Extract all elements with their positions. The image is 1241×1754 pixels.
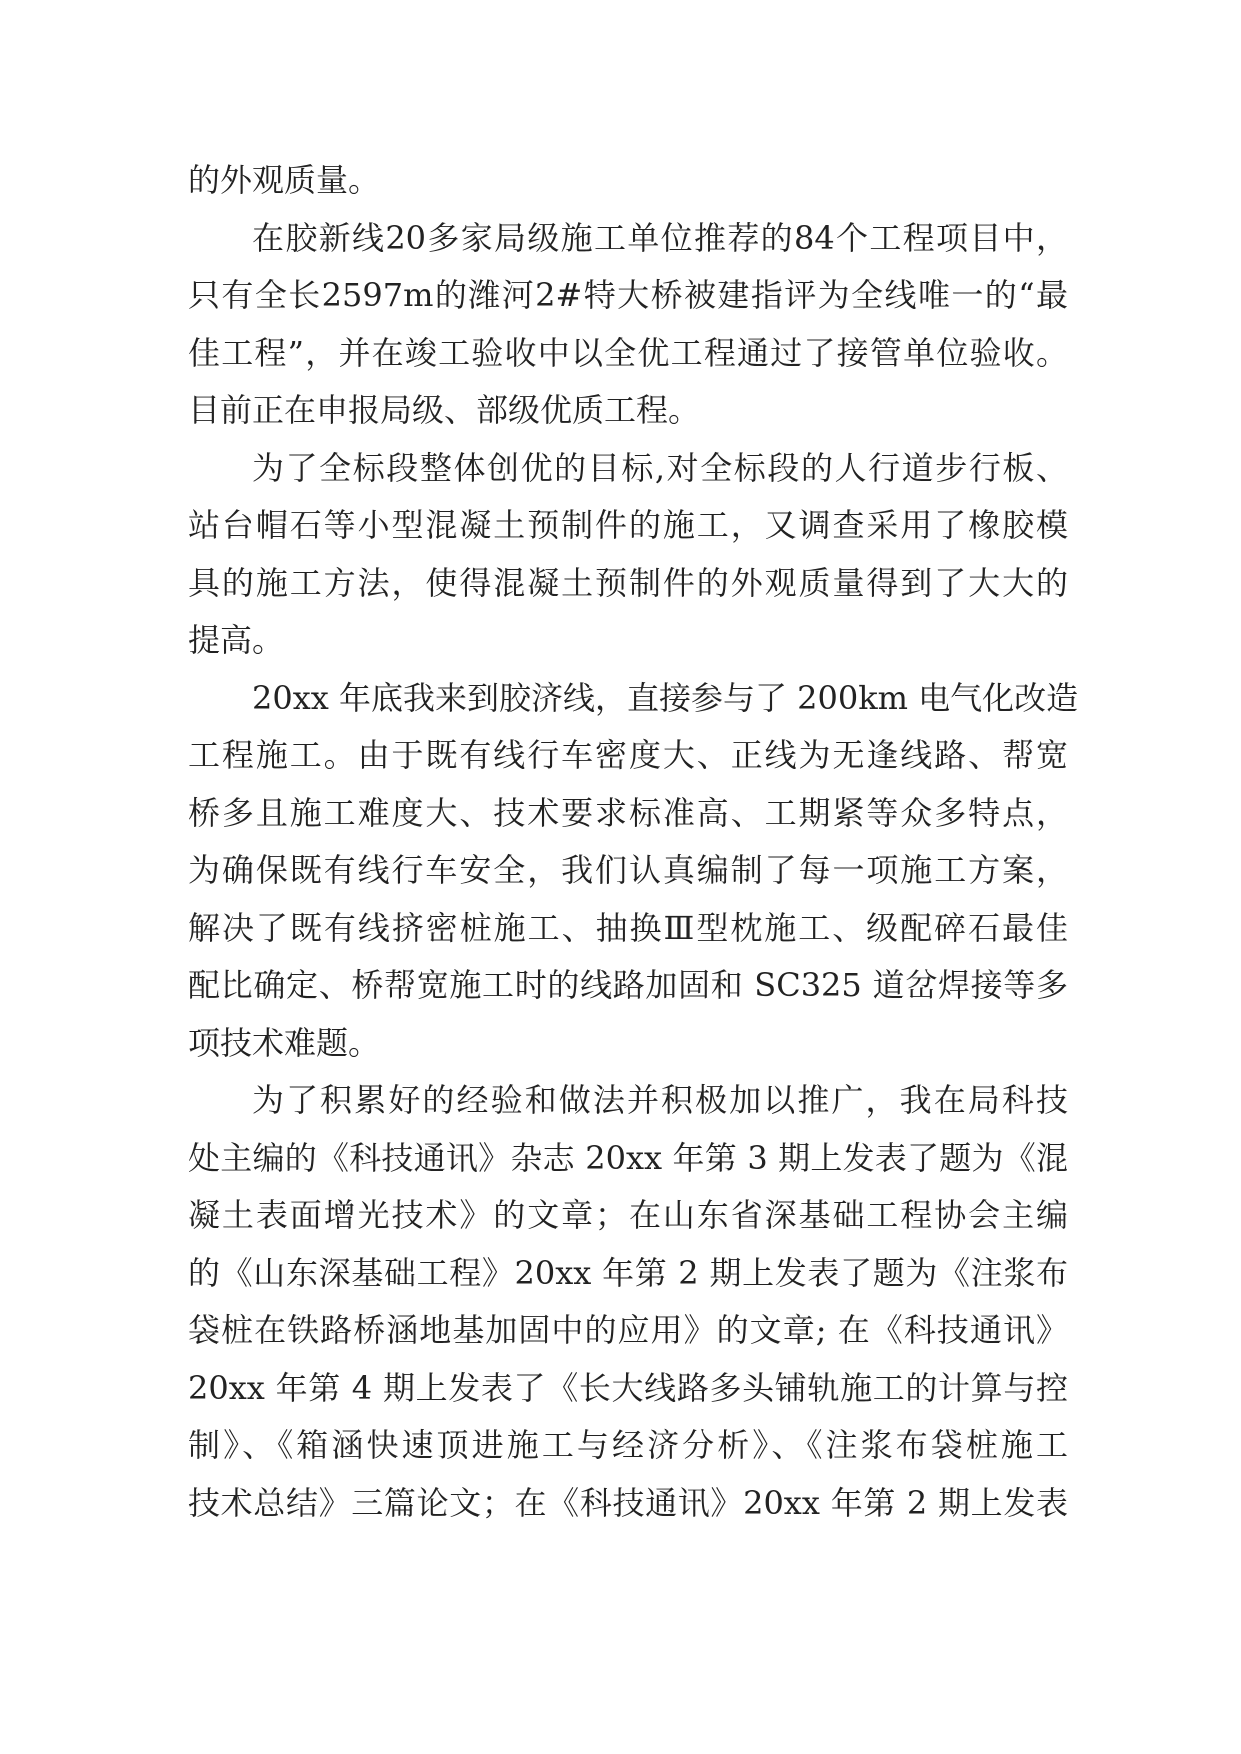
document-body (188, 152, 1079, 1532)
text-line: 20xx 年底我来到胶济线，直接参与了 200km 电气化改造 (252, 678, 1079, 717)
text-line: 目前正在申报局级、部级优质工程。 (188, 391, 701, 429)
text-line: 的外观质量。 (188, 161, 381, 199)
text-line: 佳工程”，并在竣工验收中以全优工程通过了接管单位验收。 (188, 333, 1068, 372)
text-line: 为了全标段整体创优的目标,对全标段的人行道步行板、 (252, 448, 1068, 487)
text-line: 凝土表面增光技术》的文章；在山东省深基础工程协会主编 (188, 1196, 1068, 1234)
text-line: 处主编的《科技通讯》杂志 20xx 年第 3 期上发表了题为《混 (188, 1138, 1068, 1177)
text-line: 制》、《箱涵快速顶进施工与经济分析》、《注浆布袋桩施工 (188, 1426, 1068, 1464)
text-line: 为确保既有线行车安全，我们认真编制了每一项施工方案， (188, 851, 1068, 889)
text-line: 站台帽石等小型混凝土预制件的施工，又调查采用了橡胶模 (188, 506, 1068, 544)
text-line: 技术总结》三篇论文；在《科技通讯》20xx 年第 2 期上发表 (188, 1483, 1068, 1522)
text-line: 桥多且施工难度大、技术要求标准高、工期紧等众多特点， (188, 793, 1068, 832)
text-line: 提高。 (188, 621, 285, 659)
text-line: 工程施工。由于既有线行车密度大、正线为无逢线路、帮宽 (188, 736, 1068, 774)
text-line: 解决了既有线挤密桩施工、抽换Ⅲ型枕施工、级配碎石最佳 (188, 908, 1068, 947)
text-line: 项技术难题。 (188, 1023, 381, 1062)
text-line: 只有全长2597m的潍河2#特大桥被建指评为全线唯一的“最 (188, 276, 1068, 314)
text-line: 袋桩在铁路桥涵地基加固中的应用》的文章; 在《科技通讯》 (188, 1311, 1068, 1349)
text-line: 具的施工方法，使得混凝土预制件的外观质量得到了大大的 (188, 563, 1068, 602)
text-line: 在胶新线20多家局级施工单位推荐的84个工程项目中， (252, 218, 1068, 257)
text-line: 配比确定、桥帮宽施工时的线路加固和 SC325 道岔焊接等多 (188, 966, 1068, 1004)
text-line: 的《山东深基础工程》20xx 年第 2 期上发表了题为《注浆布 (188, 1253, 1068, 1292)
text-line: 20xx 年第 4 期上发表了《长大线路多头铺轨施工的计算与控 (188, 1368, 1068, 1407)
text-line: 为了积累好的经验和做法并积极加以推广，我在局科技 (252, 1081, 1068, 1119)
